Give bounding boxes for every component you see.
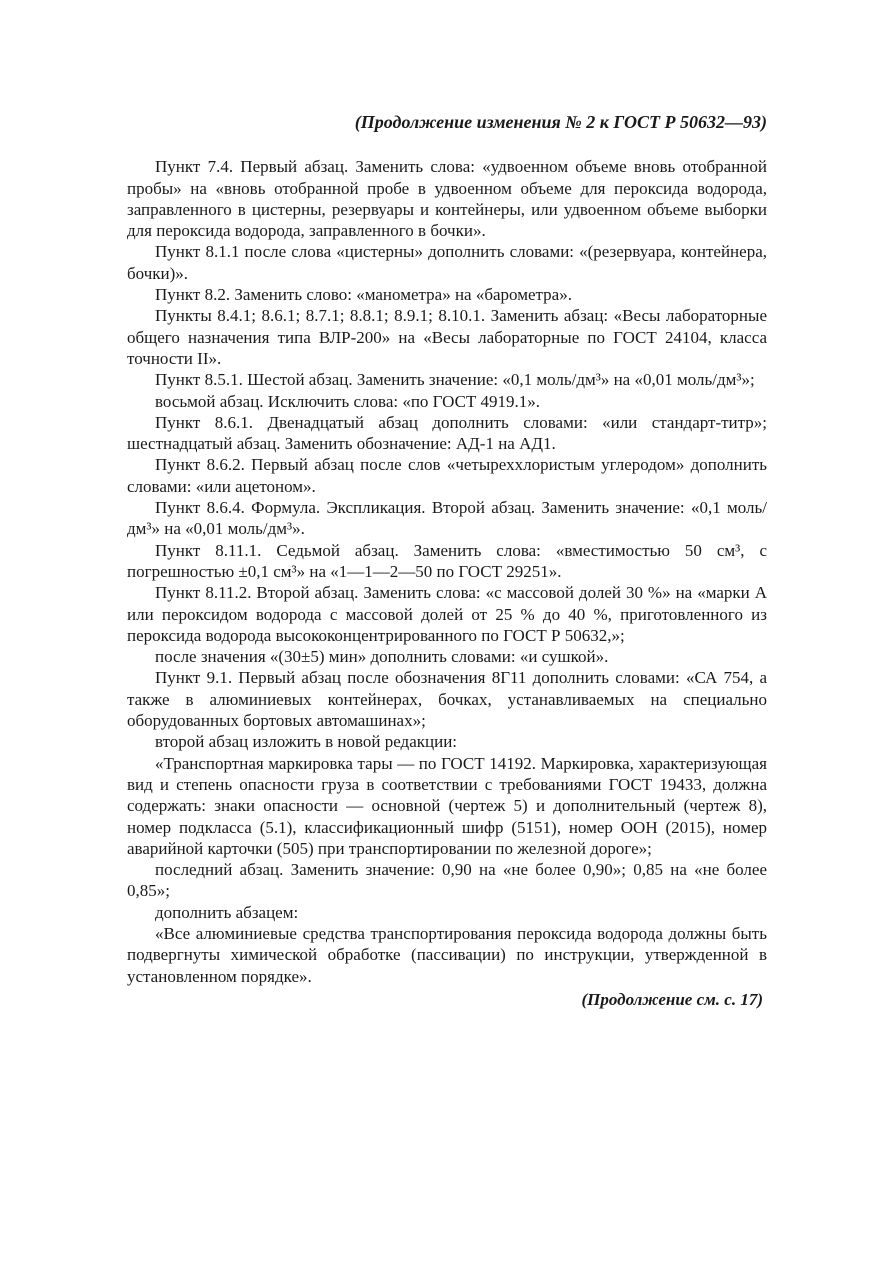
document-body — [127, 156, 767, 987]
paragraph-7-4: Пункт 7.4. Первый абзац. Заменить слова: «удвоенном объеме вновь отобранной пробы» на «вновь отобранной пробе в удвоенном объеме для пероксида водорода, заправленного в цистерны, резервуары и контейнеры, или удвоенном объеме выборки для пероксида водорода, заправленного в бочки». — [127, 157, 767, 241]
paragraph-9-1-add-quote: «Все алюминиевые средства транспортирования пероксида водорода должны быть подвергнуты химической обработке (пассивации) по инструкции, утвержденной в установленном порядке». — [127, 923, 767, 986]
continuation-note: (Продолжение см. с. 17) — [581, 989, 763, 1009]
paragraph-8-5-1-eighth: восьмой абзац. Исключить слова: «по ГОСТ 4919.1». — [155, 391, 541, 411]
paragraph-9-1-last: последний абзац. Заменить значение: 0,90 на «не более 0,90»; 0,85 на «не более 0,85»; — [127, 860, 767, 901]
paragraph-9-1: Пункт 9.1. Первый абзац после обозначения 8Г11 дополнить словами: «СА 754, а также в алюминиевых контейнерах, бочках, устанавливаемых на специально оборудованных бортовых автомашинах»; — [127, 668, 767, 731]
paragraph-8-11-1: Пункт 8.11.1. Седьмой абзац. Заменить слова: «вместимостью 50 см³, с погрешностью ±0,1 см³» на «1—1—2—50 по ГОСТ 29251». — [127, 540, 767, 581]
paragraph-8-11-2-after: после значения «(30±5) мин» дополнить словами: «и сушкой». — [155, 647, 609, 667]
paragraph-8-6-1: Пункт 8.6.1. Двенадцатый абзац дополнить словами: «или стандарт-титр»; шестнадцатый абзац. Заменить обозначение: АД-1 на АД1. — [127, 412, 767, 454]
document-page — [127, 112, 767, 1010]
paragraph-8-6-4: Пункт 8.6.4. Формула. Экспликация. Второй абзац. Заменить значение: «0,1 моль/дм³» на «0,01 моль/дм³». — [127, 498, 767, 539]
paragraph-9-1-quote: «Транспортная маркировка тары — по ГОСТ 14192. Маркировка, характеризующая вид и степень опасности груза в соответствии с требованиями ГОСТ 19433, должна содержать: знаки опасности — основной (чертеж 5) и дополнительный (чертеж 8), номер подкласса (5.1), классификационный шифр (5151), номер ООН (2015), номер аварийной карточки (505) при транспортировании по железной дороге»; — [127, 753, 767, 858]
paragraph-8-6-2: Пункт 8.6.2. Первый абзац после слов «четыреххлористым углеродом» дополнить словами: «или ацетоном». — [127, 455, 767, 496]
paragraph-9-1-add: дополнить абзацем: — [155, 902, 299, 922]
paragraph-8-1-1: Пункт 8.1.1 после слова «цистерны» дополнить словами: «(резервуара, контейнера, бочки)». — [127, 242, 767, 283]
paragraph-8-4-1: Пункты 8.4.1; 8.6.1; 8.7.1; 8.8.1; 8.9.1; 8.10.1. Заменить абзац: «Весы лабораторные общего назначения типа ВЛР-200» на «Весы лабораторные по ГОСТ 24104, класса точности II». — [127, 306, 767, 368]
paragraph-8-5-1: Пункт 8.5.1. Шестой абзац. Заменить значение: «0,1 моль/дм³» на «0,01 моль/дм³»; — [155, 370, 755, 390]
page-header: (Продолжение изменения № 2 к ГОСТ Р 50632—93) — [354, 112, 767, 132]
paragraph-8-2: Пункт 8.2. Заменить слово: «манометра» на «барометра». — [155, 285, 572, 305]
paragraph-9-1-second: второй абзац изложить в новой редакции: — [155, 732, 458, 752]
paragraph-8-11-2: Пункт 8.11.2. Второй абзац. Заменить слова: «с массовой долей 30 %» на «марки А или пероксидом водорода с массовой долей от 25 % до 40 %, приготовленного из пероксида водорода высококонцентрированного по ГОСТ Р 50632,»; — [127, 583, 767, 645]
